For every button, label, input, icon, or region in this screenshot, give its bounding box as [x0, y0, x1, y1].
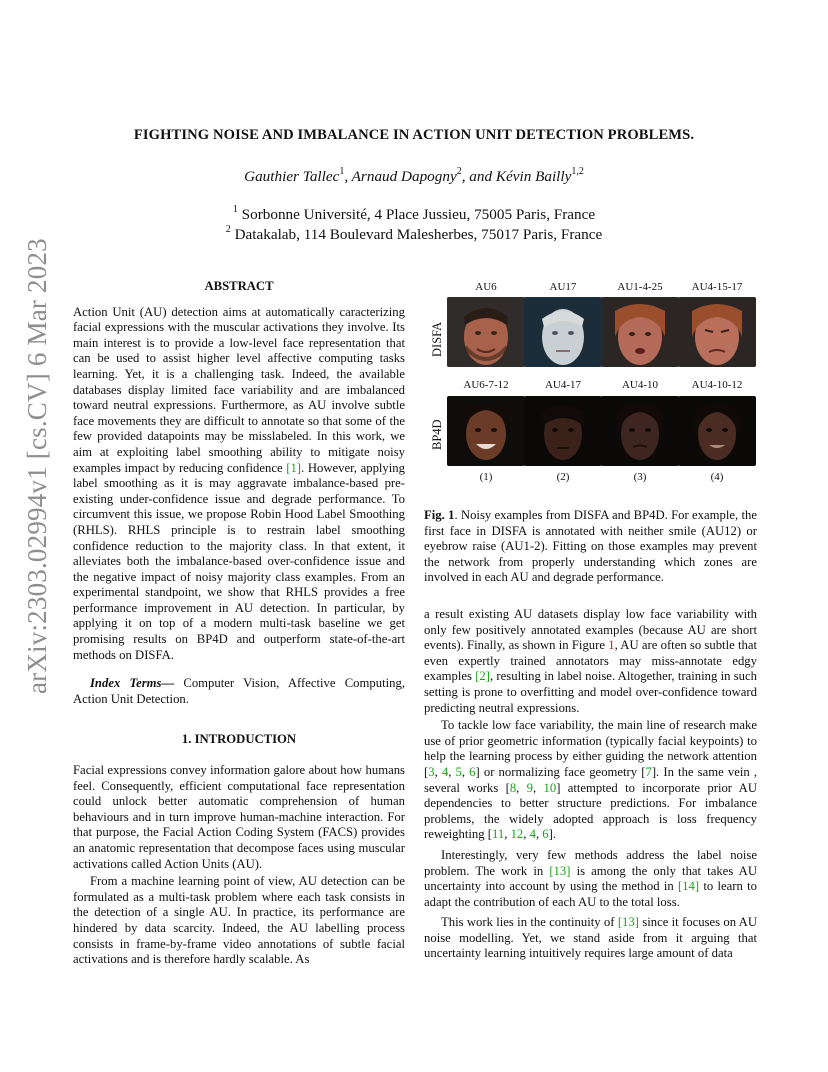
author-name: Arnaud Dapogny	[351, 168, 457, 186]
citation-link[interactable]: 4	[441, 764, 449, 779]
citation-link[interactable]: [14]	[677, 879, 700, 894]
left-column	[73, 279, 405, 968]
body-text: a result existing AU datasets display low face variability with only few positively annotated examples (because AU are short events). Finally, as shown in Figure	[424, 607, 757, 653]
body-text: Interestingly, very few methods address the label noise problem. The work in	[424, 847, 757, 878]
abstract-text-part: Action Unit (AU) detection aims at automatically caracterizing facial expressions with the muscular activations they involve. Its main interest is to provide a low-level face representation that can be used to assist higher level affective computing tasks learning. Yet, it is a challenging task. Indeed, the available databases display limited face variability and are imbalanced toward neutral expressions. Furthermore, as AU involve subtle face movements they are difficult to annotate so that some of the few provided datapoints may be misslabeled. In this work, we aim at exploiting label smoothing ability to mitigate noisy examples impact by reducing confidence	[73, 304, 405, 475]
author-affiliation-mark: 1	[339, 166, 345, 177]
index-terms-label: Index Terms—	[90, 676, 175, 691]
face-image-disfa-3	[601, 297, 679, 367]
au-label: AU4-10-12	[691, 379, 743, 391]
author-name: Kévin Bailly	[495, 168, 572, 186]
affiliation-text: Sorbonne Université, 4 Place Jussieu, 75005 Paris, France	[241, 206, 596, 224]
face-image-bp4d-2	[524, 396, 602, 466]
citation-link[interactable]: 5	[455, 764, 462, 779]
au-label: AU6	[475, 281, 497, 293]
index-terms-text: Computer Vision, Affective Computing, Action Unit Detection.	[73, 676, 405, 706]
face-image-bp4d-3	[601, 396, 679, 466]
citation-link[interactable]: 7	[645, 764, 652, 779]
citation-link[interactable]: [2]	[475, 669, 490, 684]
paper-title: FIGHTING NOISE AND IMBALANCE IN ACTION UNIT DETECTION PROBLEMS.	[133, 127, 695, 143]
citation-link[interactable]: 3	[428, 764, 435, 779]
body-text: , resulting in label noise. Altogether, training in such setting is prone to overfitting and model over-confidence toward predicting neutral expressions.	[424, 669, 757, 715]
body-text: To tackle low face variability, the main line of research make use of prior geometric information (typically facial keypoints) to help the learning process by either guiding the network attention [	[424, 718, 757, 779]
affiliation-line	[60, 225, 768, 244]
right-column	[424, 607, 757, 962]
citation-link[interactable]: 6	[542, 827, 549, 842]
body-paragraph	[424, 915, 757, 962]
face-image-disfa-2	[524, 297, 602, 367]
au-label: AU17	[549, 281, 577, 293]
body-text: to learn to adapt the contribution of each AU to the total loss.	[424, 879, 757, 909]
row-label-disfa: DISFA	[430, 321, 444, 357]
body-paragraph: To tackle low face variability, the main line of research make use of prior geometric information (typically facial keypoints) to help the learning process by either guiding the network attention [3, 4, 5, 6] or normalizing face geometry [7]. In the same vein , several works [8, 9, 10] attempted to incorporate prior AU dependencies to better structure predictions. For imbalance problems, the widely adopted approach is loss frequency reweighting [11, 12, 4, 6].	[424, 718, 757, 842]
abstract-text-part: . However, applying label smoothing as it is may aggravate imbalance-based pre-existing under-confidence issue and degrade performance. To circumvent this issue, we propose Robin Hood Label Smoothing (RHLS). RHLS principle is to restrain label smoothing confidence reduction to the majority class. In that extent, it alleviates both the imbalance-based over-confidence issue and the negative impact of noisy majority class examples. From an experimental standpoint, we show that RHLS provides a free performance improvement in AU detection. In particular, by applying it on top of a modern multi-task baseline we get promising results on BP4D and outperform state-of-the-art methods on DISFA.	[73, 460, 405, 662]
figure-1	[424, 280, 756, 490]
arxiv-identifier-stamp: arXiv:2303.02994v1 [cs.CV] 6 Mar 2023	[22, 238, 52, 694]
affiliation-line	[60, 205, 768, 224]
citation-link[interactable]: 12	[510, 827, 524, 842]
citation-link[interactable]: 11	[492, 827, 505, 842]
author-affiliation-mark: 2	[456, 166, 462, 177]
au-label: AU4-17	[544, 379, 582, 391]
face-image-disfa-1	[447, 297, 525, 367]
au-label: AU6-7-12	[463, 379, 509, 391]
citation-link[interactable]: 4	[529, 827, 536, 842]
figure-reference-link[interactable]: 1	[608, 638, 615, 653]
citation-link[interactable]: 6	[469, 764, 476, 779]
au-label: AU1-4-25	[617, 281, 663, 293]
abstract-heading: ABSTRACT	[204, 279, 274, 293]
author-name: Gauthier Tallec	[244, 168, 340, 186]
body-text: This work lies in the continuity of	[441, 915, 618, 930]
body-paragraph	[424, 607, 757, 716]
affiliation-text: Datakalab, 114 Boulevard Malesherbes, 75017 Paris, France	[234, 226, 603, 244]
au-label: AU4-10	[621, 379, 659, 391]
author-affiliation-mark: 1,2	[571, 166, 584, 177]
body-text: ].	[548, 827, 557, 842]
figure-panel-index: (3)	[633, 471, 647, 483]
figure-panel-index: (1)	[479, 471, 493, 483]
intro-paragraph: Facial expressions convey information galore about how humans feel. Consequently, efficient computational face representation could unlock better automatic comprehension of human behaviours and in turn improve human-machine interaction. For that purpose, the Facial Action Coding System (FACS) provides an anatomic representation that decompose faces using muscular activations called Action Units (AU).	[73, 763, 405, 871]
figure-caption	[424, 508, 757, 586]
citation-link[interactable]: 10	[543, 780, 557, 795]
face-image-bp4d-1	[447, 396, 525, 466]
affiliation-mark: 2	[225, 224, 231, 235]
body-text: since it focuses on AU noise modelling. Yet, we stand aside from it arguing that uncertainty learning intuitively requires large amount of data	[424, 915, 758, 961]
author-separator: , and	[461, 168, 496, 186]
face-image-bp4d-4	[678, 396, 756, 466]
abstract-text	[73, 305, 405, 664]
citation-link[interactable]: [13]	[549, 863, 571, 878]
body-text: ] attempted to incorporate prior AU dependencies to better structure predictions. For imbalance problems, the widely adopted approach is loss frequency reweighting [	[424, 780, 757, 842]
figure-caption-text: . Noisy examples from DISFA and BP4D. For example, the first face in DISFA is annotated with neither smile (AU12) or eyebrow raise (AU1-2). Fitting on those examples may prevent the network from properly understanding which zones are involved in each AU and degrade performance.	[424, 508, 757, 585]
citation-link[interactable]: 8	[509, 780, 517, 795]
body-text: ]. In the same vein , several works [	[424, 764, 757, 795]
affiliation-mark: 1	[232, 204, 238, 215]
body-text: , AU are often so subtle that even expertly trained annotators may miss-annotate edgy examples	[424, 638, 757, 684]
author-separator: ,	[344, 168, 352, 186]
citation-link[interactable]: 9	[526, 780, 533, 795]
citation-link[interactable]: [1]	[286, 460, 302, 475]
body-text: is among the only that takes AU uncertainty into account by using the method in	[424, 863, 757, 894]
body-text: ] or normalizing face geometry [	[475, 764, 646, 779]
face-image-disfa-4	[678, 297, 756, 367]
index-terms	[73, 676, 405, 707]
au-label: AU4-15-17	[691, 281, 743, 293]
figure-panel-index: (4)	[710, 471, 724, 483]
figure-panel-index: (2)	[556, 471, 570, 483]
intro-paragraph: From a machine learning point of view, AU detection can be formulated as a multi-task problem where each task consists in the detection of a single AU. In practice, its performance are hindered by data scarcity. Indeed, the AU labelling process consists in frame-by-frame video annotations of subtle facial activations and is therefore hardly scalable. As	[73, 874, 405, 967]
figure-caption-label: Fig. 1	[424, 508, 455, 522]
citation-link[interactable]: [13]	[617, 915, 639, 930]
row-label-bp4d: BP4D	[430, 419, 444, 450]
author-list	[60, 167, 768, 186]
section-heading-introduction: 1. INTRODUCTION	[181, 732, 297, 747]
body-paragraph	[424, 848, 757, 910]
